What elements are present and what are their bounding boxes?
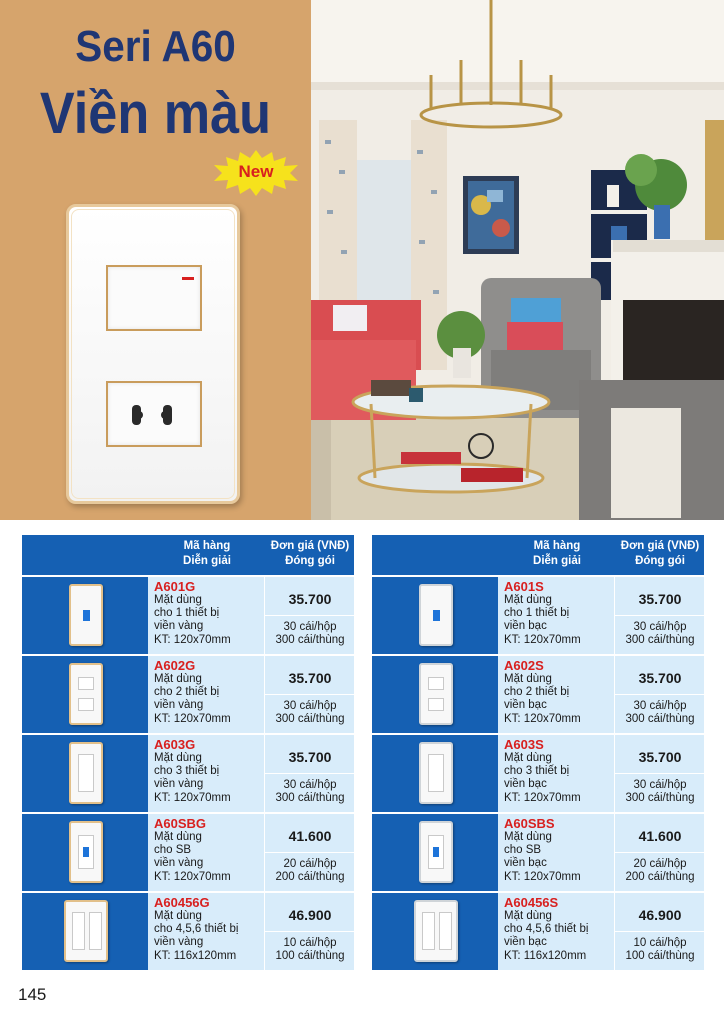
product-desc: Mặt dùng cho 4,5,6 thiết bị viền vàng KT: 116x120mm: [154, 910, 239, 962]
header-price: Đơn giá (VNĐ): [620, 540, 700, 552]
plate-1-gang-icon: [69, 584, 103, 646]
product-table-silver: [372, 535, 704, 968]
product-price: 35.700: [638, 591, 682, 607]
indicator-led: [182, 277, 194, 280]
product-desc: Mặt dùng cho 2 thiết bị viền bạc KT: 120x70mm: [504, 673, 581, 725]
product-code: A603S: [504, 737, 544, 752]
product-pack: 30 cái/hộp 300 cái/thùng: [625, 779, 695, 804]
table-row: [372, 735, 704, 812]
product-desc: Mặt dùng cho 1 thiết bị viền vàng KT: 120x70mm: [154, 594, 231, 646]
header-code: Mã hàng: [183, 540, 231, 552]
living-room-photo: [311, 0, 724, 520]
plate-2-gang-icon: [69, 663, 103, 725]
plate-3-gang-icon: [69, 742, 103, 804]
header-pack: Đóng gói: [285, 555, 335, 567]
product-desc: Mặt dùng cho 3 thiết bị viền bạc KT: 120x70mm: [504, 752, 581, 804]
product-code: A60SBS: [504, 816, 555, 831]
table-row: [372, 814, 704, 891]
table-row: [22, 656, 354, 733]
product-price: 41.600: [638, 828, 682, 844]
product-pack: 30 cái/hộp 300 cái/thùng: [275, 621, 345, 646]
product-desc: Mặt dùng cho SB viền vàng KT: 120x70mm: [154, 831, 231, 883]
main-title: Viền màu: [39, 81, 272, 146]
product-price: 46.900: [638, 907, 682, 923]
header-pack: Đóng gói: [635, 555, 685, 567]
product-code: A601S: [504, 579, 544, 594]
series-title: Seri A60: [75, 22, 236, 71]
table-row: [22, 814, 354, 891]
product-desc: Mặt dùng cho 2 thiết bị viền vàng KT: 120x70mm: [154, 673, 231, 725]
product-plate-image: [66, 204, 240, 504]
product-code: A60456S: [504, 895, 559, 910]
switch-module: [106, 265, 202, 331]
header-desc: Diễn giải: [183, 555, 231, 567]
plate-456-gang-icon: [414, 900, 458, 962]
page-number: 145: [18, 985, 47, 1004]
product-pack: 10 cái/hộp 100 cái/thùng: [275, 937, 345, 962]
product-pack: 20 cái/hộp 200 cái/thùng: [275, 858, 345, 883]
socket-module: [106, 381, 202, 447]
product-code: A603G: [154, 737, 196, 752]
product-pack: 10 cái/hộp 100 cái/thùng: [625, 937, 695, 962]
plate-456-gang-icon: [64, 900, 108, 962]
product-pack: 30 cái/hộp 300 cái/thùng: [275, 779, 345, 804]
socket-pin-icon: [137, 411, 143, 419]
product-price: 35.700: [288, 591, 332, 607]
product-code: A602S: [504, 658, 544, 673]
product-price: 35.700: [638, 749, 682, 765]
product-desc: Mặt dùng cho SB viền bạc KT: 120x70mm: [504, 831, 581, 883]
product-price: 35.700: [288, 749, 332, 765]
product-code: A602G: [154, 658, 196, 673]
product-code: A601G: [154, 579, 196, 594]
hero-left-panel: [0, 0, 311, 520]
product-pack: 30 cái/hộp 300 cái/thùng: [275, 700, 345, 725]
table-row: [372, 893, 704, 970]
product-code: A60SBG: [154, 816, 207, 831]
product-price: 41.600: [288, 828, 332, 844]
table-row: [372, 577, 704, 654]
header-price: Đơn giá (VNĐ): [270, 540, 350, 552]
header-code: Mã hàng: [533, 540, 581, 552]
table-row: [22, 735, 354, 812]
product-pack: 20 cái/hộp 200 cái/thùng: [625, 858, 695, 883]
table-row: [22, 893, 354, 970]
product-desc: Mặt dùng cho 4,5,6 thiết bị viền bạc KT: 116x120mm: [504, 910, 589, 962]
plate-1-gang-icon: [419, 584, 453, 646]
plate-3-gang-icon: [419, 742, 453, 804]
product-price: 46.900: [288, 907, 332, 923]
product-pack: 30 cái/hộp 300 cái/thùng: [625, 700, 695, 725]
product-desc: Mặt dùng cho 1 thiết bị viền bạc KT: 120x70mm: [504, 594, 581, 646]
table-row: [22, 577, 354, 654]
product-code: A60456G: [154, 895, 210, 910]
header-desc: Diễn giải: [533, 555, 581, 567]
product-desc: Mặt dùng cho 3 thiết bị viền vàng KT: 120x70mm: [154, 752, 231, 804]
plate-sb-icon: [419, 821, 453, 883]
socket-pin-icon: [161, 411, 167, 419]
table-row: [372, 656, 704, 733]
product-pack: 30 cái/hộp 300 cái/thùng: [625, 621, 695, 646]
new-badge-label: New: [238, 162, 274, 181]
product-table-gold: [22, 535, 354, 968]
product-price: 35.700: [638, 670, 682, 686]
plate-2-gang-icon: [419, 663, 453, 725]
plate-sb-icon: [69, 821, 103, 883]
product-price: 35.700: [288, 670, 332, 686]
table-header: [22, 535, 354, 575]
table-header: [372, 535, 704, 575]
